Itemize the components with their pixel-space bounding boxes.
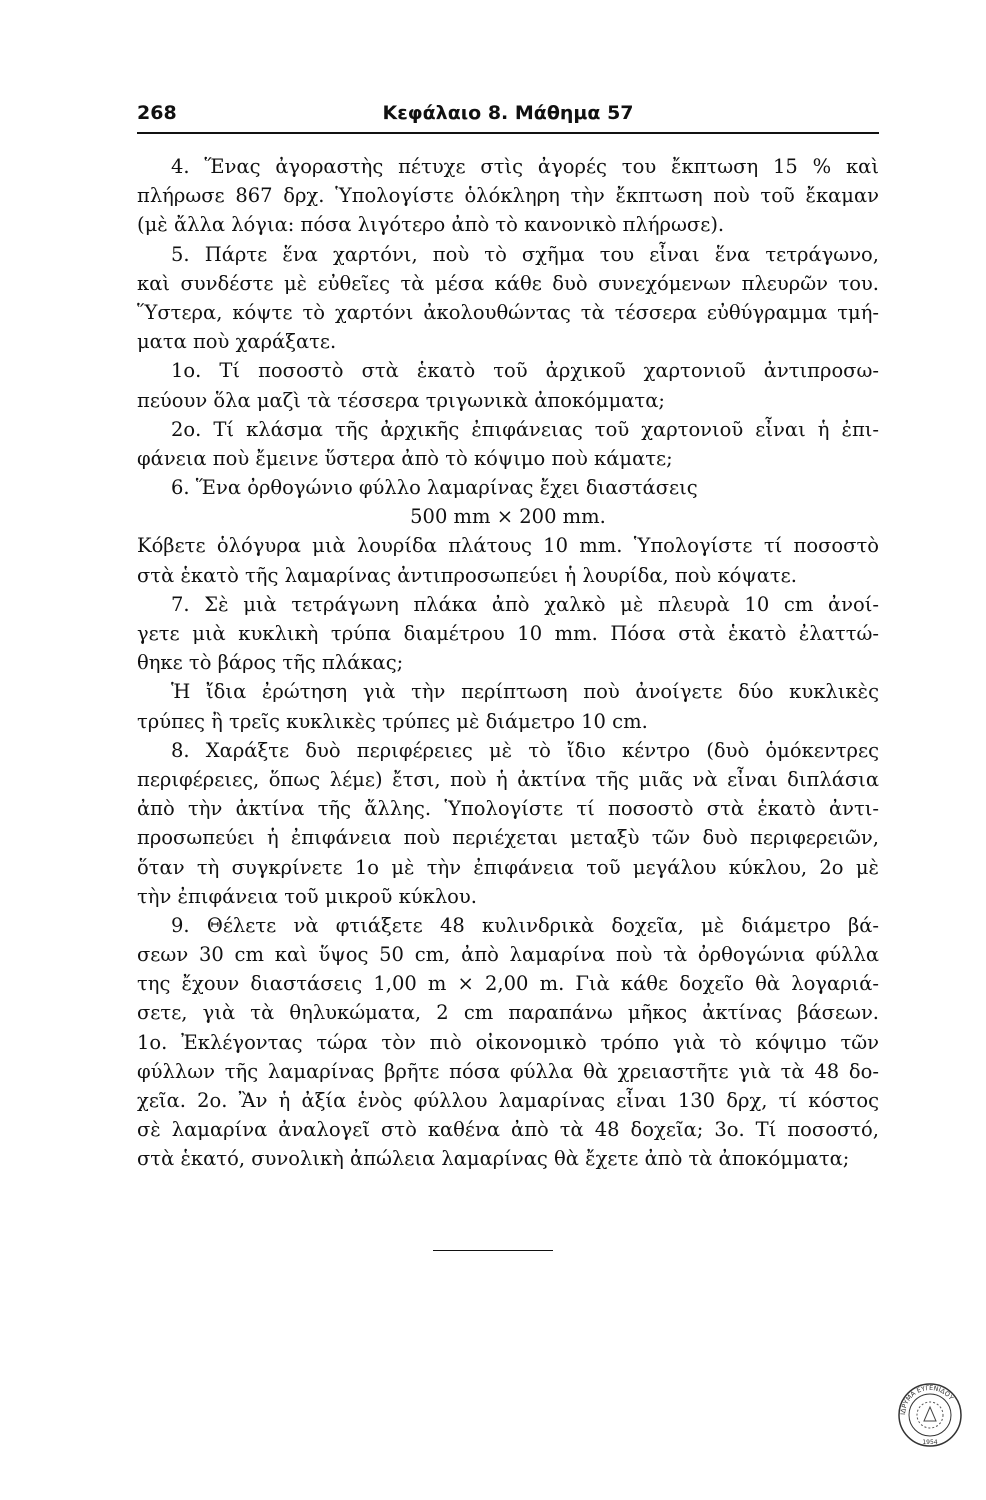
stamp-inner-ring — [909, 1394, 951, 1436]
text-line: περιφέρειες, ὅπως λέμε) ἔτσι, ποὺ ἡ ἀκτίνα τῆς μιᾶς νὰ εἶναι διπλάσια — [137, 767, 879, 791]
stamp-year: 1954 — [922, 1439, 938, 1446]
stamp-emblem-mark — [924, 1407, 936, 1421]
body-text — [137, 152, 879, 1174]
text-line: σὲ λαμαρίνα ἀναλογεῖ στὸ καθένα ἀπὸ τὰ 48 δοχεῖα; 3ο. Τί ποσοστό, — [137, 1118, 879, 1142]
text-line: της ἔχουν διαστάσεις 1,00 m × 2,00 m. Γιὰ κάθε δοχεῖο θὰ λογαριά- — [137, 972, 879, 996]
page-number: 268 — [137, 102, 177, 124]
text-line: 1ο. Ἐκλέγοντας τώρα τὸν πιὸ οἰκονομικὸ τρόπο γιὰ τὸ κόψιμο τῶν — [137, 1030, 879, 1054]
exercise-7-line: 7. Σὲ μιὰ τετράγωνη πλάκα ἀπὸ χαλκὸ μὲ πλευρὰ 10 cm ἀνοί- — [171, 592, 879, 616]
page-header — [137, 98, 879, 134]
text-line: προσωπεύει ἡ ἐπιφάνεια ποὺ περιέχεται μεταξὺ τῶν δυὸ περιφερειῶν, — [137, 826, 879, 850]
exercise-4-line: 4. Ἕνας ἀγοραστὴς πέτυχε στὶς ἀγορές του ἔκπτωση 15 % καὶ — [171, 155, 879, 178]
text-line: Ἡ ἴδια ἐρώτηση γιὰ τὴν περίπτωση ποὺ ἀνοίγετε δύο κυκλικὲς — [171, 680, 879, 704]
text-line: τὴν ἐπιφάνεια τοῦ μικροῦ κύκλου. — [137, 884, 477, 908]
text-line: φύλλων τῆς λαμαρίνας βρῆτε πόσα φύλλα θὰ χρειαστῆτε γιὰ τὰ 48 δο- — [137, 1059, 879, 1083]
dimensions-line: 500 mm × 200 mm. — [410, 505, 606, 529]
question-line: 1ο. Τί ποσοστὸ στὰ ἑκατὸ τοῦ ἀρχικοῦ χαρτονιοῦ ἀντιπροσω- — [171, 359, 879, 383]
text-line: σετε, γιὰ τὰ θηλυκώματα, 2 cm παραπάνω μῆκος ἀκτίνας βάσεων. — [137, 1001, 879, 1025]
text-line: ματα ποὺ χαράξατε. — [137, 330, 337, 354]
text-line: χεῖα. 2ο. Ἂν ἡ ἀξία ἑνὸς φύλλου λαμαρίνας εἶναι 130 δρχ, τί κόστος — [137, 1089, 879, 1112]
text-line: (μὲ ἄλλα λόγια: πόσα λιγότερο ἀπὸ τὸ κανονικὸ πλήρωσε). — [137, 213, 725, 237]
question-line: 2ο. Τί κλάσμα τῆς ἀρχικῆς ἐπιφάνειας τοῦ χαρτονιοῦ εἶναι ἡ ἐπι- — [171, 417, 879, 441]
stamp-outer-ring — [899, 1384, 961, 1446]
stamp-text: ΙΔΡΥΜΑ ΕΥΓΕΝΙΔΟΥ — [898, 1383, 955, 1416]
text-line: Κόβετε ὁλόγυρα μιὰ λουρίδα πλάτους 10 mm. Ὑπολογίστε τί ποσοστὸ — [137, 534, 879, 558]
text-line: γετε μιὰ κυκλικὴ τρύπα διαμέτρου 10 mm. Πόσα στὰ ἑκατὸ ἐλαττώ- — [137, 622, 879, 645]
footer-rule — [433, 1250, 553, 1251]
text-line: πλήρωσε 867 δρχ. Ὑπολογίστε ὁλόκληρη τὴν ἔκπτωση ποὺ τοῦ ἔκαμαν — [137, 184, 879, 208]
text-line: ἀπὸ τὴν ἀκτίνα τῆς ἄλλης. Ὑπολογίστε τί ποσοστὸ στὰ ἑκατὸ ἀντι- — [137, 797, 879, 821]
exercise-5-line: 5. Πάρτε ἕνα χαρτόνι, ποὺ τὸ σχῆμα του εἶναι ἕνα τετράγωνο, — [171, 242, 879, 266]
text-line: ὅταν τὴ συγκρίνετε 1ο μὲ τὴν ἐπιφάνεια τοῦ μεγάλου κύκλου, 2ο μὲ — [137, 855, 879, 879]
text-line: φάνεια ποὺ ἔμεινε ὕστερα ἀπὸ τὸ κόψιμο ποὺ κάματε; — [137, 446, 673, 470]
text-line: τρύπες ἢ τρεῖς κυκλικὲς τρύπες μὲ διάμετρο 10 cm. — [137, 709, 648, 733]
text-line: πεύουν ὅλα μαζὶ τὰ τέσσερα τριγωνικὰ ἀποκόμματα; — [137, 388, 665, 412]
text-line: σεων 30 cm καὶ ὕψος 50 cm, ἀπὸ λαμαρίνα ποὺ τὰ ὀρθογώνια φύλλα — [137, 943, 879, 967]
text-line: στὰ ἑκατὸ τῆς λαμαρίνας ἀντιπροσωπεύει ἡ λουρίδα, ποὺ κόψατε. — [137, 563, 797, 587]
foundation-stamp — [897, 1382, 963, 1448]
text-line: Ὕστερα, κόψτε τὸ χαρτόνι ἀκολουθώντας τὰ τέσσερα εὐθύγραμμα τμή- — [137, 300, 879, 324]
exercise-8-line: 8. Χαράξτε δυὸ περιφέρειες μὲ τὸ ἴδιο κέντρο (δυὸ ὁμόκεντρες — [171, 738, 879, 762]
text-line: καὶ συνδέστε μὲ εὐθεῖες τὰ μέσα κάθε δυὸ συνεχόμενων πλευρῶν του. — [137, 271, 879, 295]
exercise-6-line: 6. Ἕνα ὀρθογώνιο φύλλο λαμαρίνας ἔχει διαστάσεις — [171, 476, 698, 500]
text-line: θηκε τὸ βάρος τῆς πλάκας; — [137, 651, 404, 675]
exercise-9-line: 9. Θέλετε νὰ φτιάξετε 48 κυλινδρικὰ δοχεῖα, μὲ διάμετρο βά- — [171, 913, 879, 937]
text-line: στὰ ἑκατό, συνολικὴ ἀπώλεια λαμαρίνας θὰ ἔχετε ἀπὸ τὰ ἀποκόμματα; — [137, 1147, 850, 1171]
running-head: Κεφάλαιο 8. Μάθημα 57 — [382, 102, 634, 124]
